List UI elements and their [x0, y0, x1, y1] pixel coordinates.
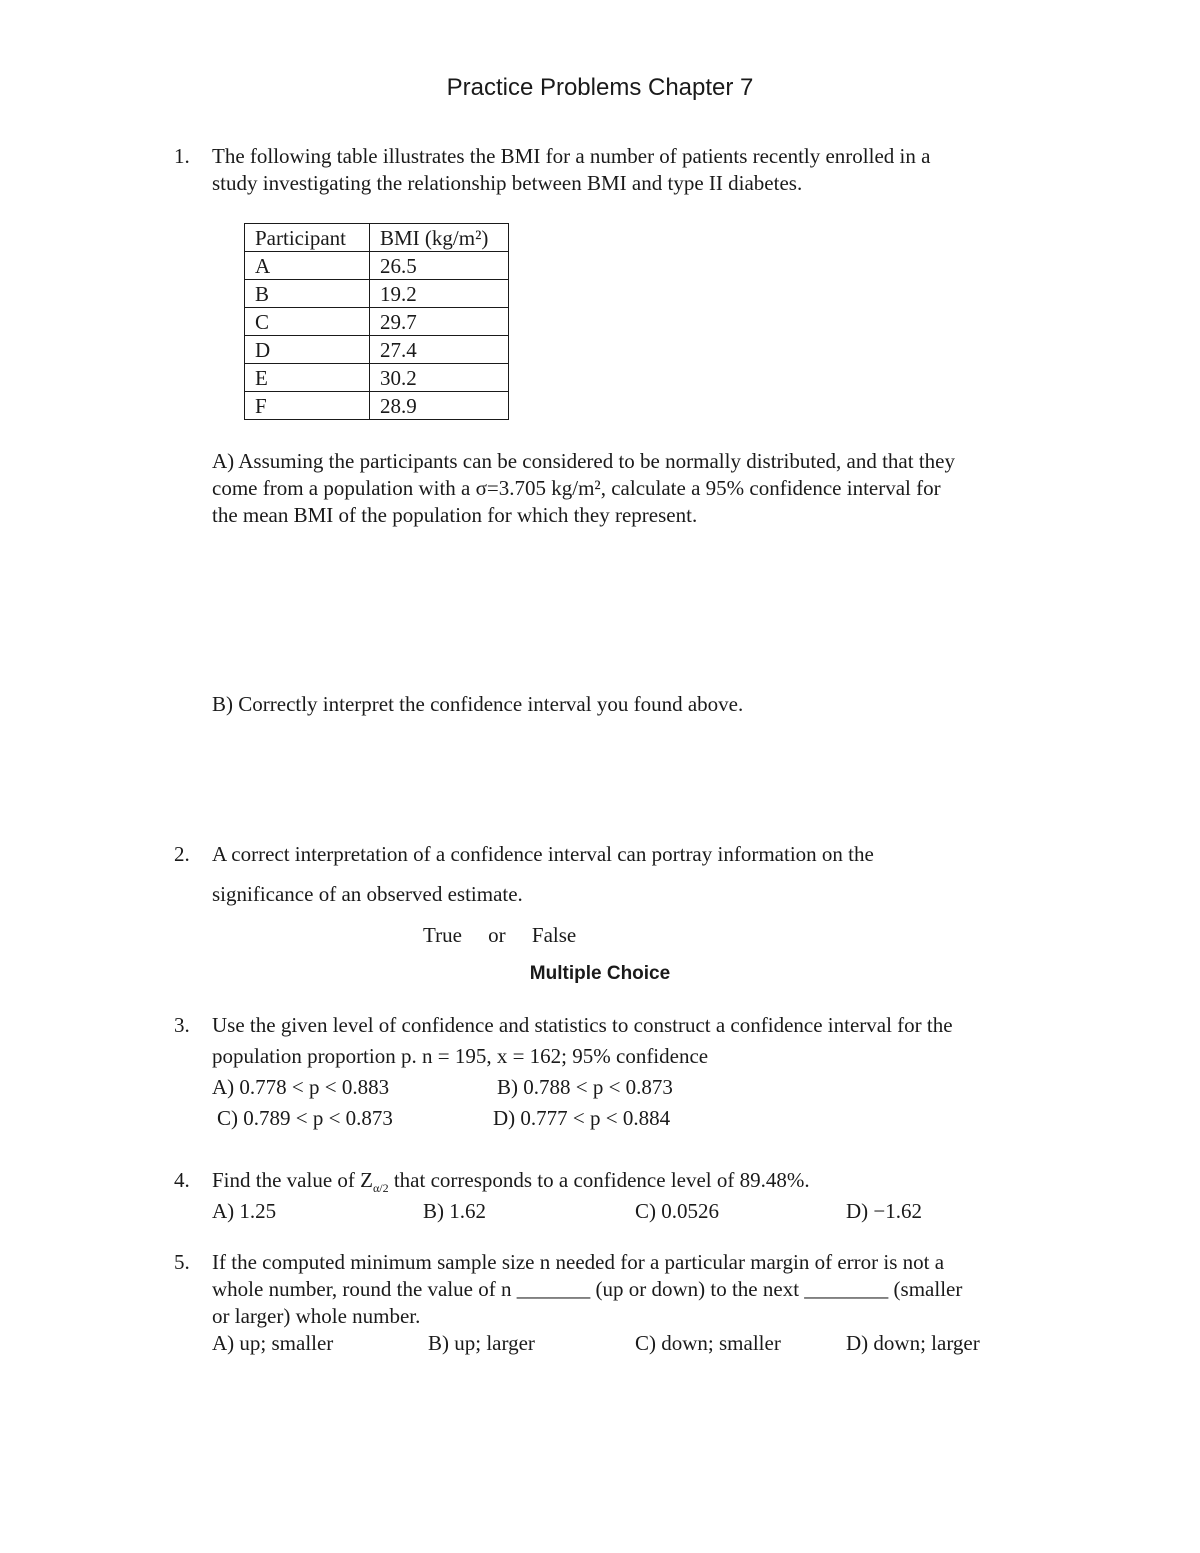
bmi-table: [244, 223, 509, 420]
question-5-option-b: B) up; larger: [428, 1331, 535, 1355]
multiple-choice-heading: Multiple Choice: [529, 963, 671, 984]
question-5-text-line-2: whole number, round the value of n _______ (up or down) to the next ________ (smaller: [212, 1277, 963, 1301]
table-row: [245, 336, 509, 364]
table-row: [245, 280, 509, 308]
question-2-text-line-2: significance of an observed estimate.: [212, 882, 523, 906]
question-2-number: 2.: [174, 842, 190, 866]
table-header-row: [245, 224, 509, 252]
table-cell: 30.2: [370, 364, 509, 392]
table-row: [245, 308, 509, 336]
question-5-option-a: A) up; smaller: [212, 1331, 334, 1355]
question-3-number: 3.: [174, 1013, 190, 1037]
question-4-subscript: α/2: [372, 1181, 389, 1196]
table-cell: C: [245, 308, 370, 336]
question-2-choices: True or False: [423, 923, 577, 947]
table-cell: 26.5: [370, 252, 509, 280]
question-1-part-a-line-3: the mean BMI of the population for which they represent.: [212, 503, 698, 527]
question-3-option-d: D) 0.777 < p < 0.884: [493, 1106, 671, 1130]
table-row: [245, 364, 509, 392]
question-4-option-b: B) 1.62: [423, 1199, 486, 1223]
question-3-text-line-2: population proportion p. n = 195, x = 162; 95% confidence: [212, 1044, 709, 1068]
question-5-option-d: D) down; larger: [846, 1331, 980, 1355]
table-cell: D: [245, 336, 370, 364]
table-header-cell: Participant: [245, 224, 370, 252]
question-1-part-a-line-2: come from a population with a σ=3.705 kg/m², calculate a 95% confidence interval for: [212, 476, 941, 500]
question-4-text-post: that corresponds to a confidence level of 89.48%.: [388, 1168, 810, 1192]
question-4-text-pre: Find the value of Z: [212, 1168, 373, 1192]
page-title: Practice Problems Chapter 7: [446, 74, 754, 101]
table-cell: 19.2: [370, 280, 509, 308]
question-4-option-a: A) 1.25: [212, 1199, 277, 1223]
table-cell: 29.7: [370, 308, 509, 336]
question-5-number: 5.: [174, 1250, 190, 1274]
question-4-option-d: D) −1.62: [846, 1199, 923, 1223]
table-cell: F: [245, 392, 370, 420]
question-1-part-a-line-1: A) Assuming the participants can be considered to be normally distributed, and that they: [212, 449, 955, 473]
question-4-option-c: C) 0.0526: [635, 1199, 719, 1223]
table-row: [245, 252, 509, 280]
question-1-number: 1.: [174, 144, 190, 168]
question-1-text-line-2: study investigating the relationship between BMI and type II diabetes.: [212, 171, 803, 195]
question-5-option-c: C) down; smaller: [635, 1331, 781, 1355]
question-2-text-line-1: A correct interpretation of a confidence interval can portray information on the: [212, 842, 874, 866]
question-3-option-c: C) 0.789 < p < 0.873: [217, 1106, 393, 1130]
question-3-option-b: B) 0.788 < p < 0.873: [497, 1075, 673, 1099]
question-1-text-line-1: The following table illustrates the BMI for a number of patients recently enrolled in a: [212, 144, 931, 168]
question-3-option-a: A) 0.778 < p < 0.883: [212, 1075, 390, 1099]
table-cell: A: [245, 252, 370, 280]
table-cell: E: [245, 364, 370, 392]
question-1-part-b: B) Correctly interpret the confidence interval you found above.: [212, 692, 744, 716]
table-cell: B: [245, 280, 370, 308]
question-3-text-line-1: Use the given level of confidence and statistics to construct a confidence interval for the: [212, 1013, 953, 1037]
table-cell: 27.4: [370, 336, 509, 364]
question-4-number: 4.: [174, 1168, 190, 1192]
table-cell: 28.9: [370, 392, 509, 420]
question-5-text-line-1: If the computed minimum sample size n needed for a particular margin of error is not a: [212, 1250, 945, 1274]
table-row: [245, 392, 509, 420]
question-4-text: [212, 1167, 810, 1202]
table-header-cell: BMI (kg/m²): [370, 224, 509, 252]
question-5-text-line-3: or larger) whole number.: [212, 1304, 421, 1328]
